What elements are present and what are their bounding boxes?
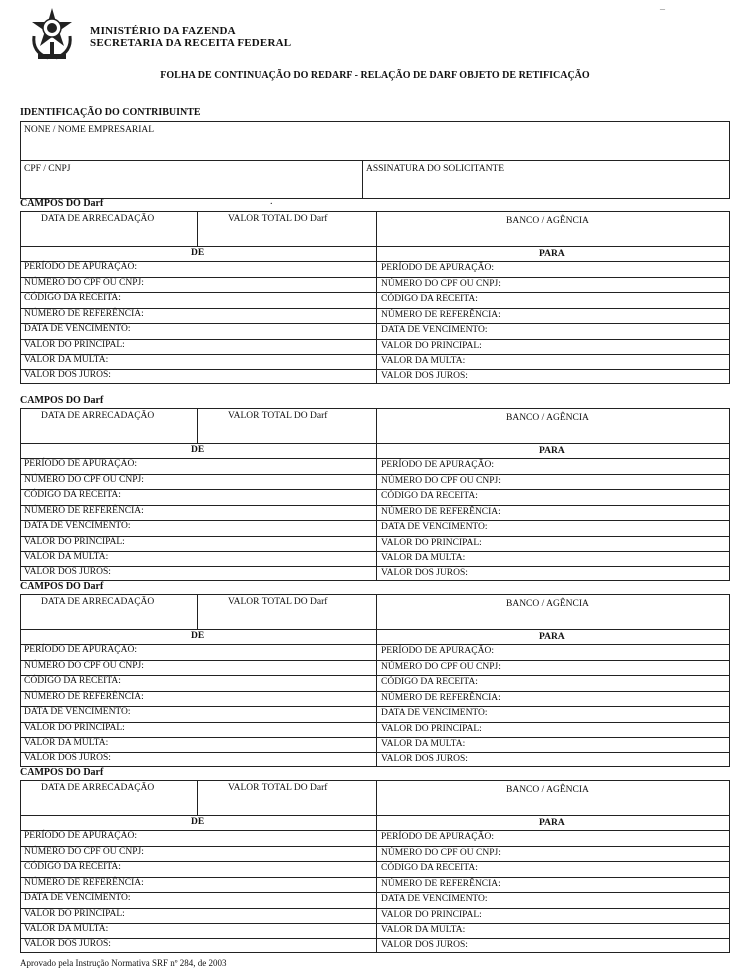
to-field[interactable]: VALOR DOS JUROS: [381, 371, 468, 381]
to-field[interactable]: VALOR DO PRINCIPAL: [381, 724, 482, 734]
bank-agency-field[interactable]: BANCO / AGÊNCIA [506, 413, 589, 423]
to-field[interactable]: DATA DE VENCIMENTO: [381, 522, 488, 532]
bank-agency-field[interactable]: BANCO / AGÊNCIA [506, 785, 589, 795]
to-field[interactable]: CÓDIGO DA RECEITA: [381, 294, 478, 304]
collection-date-field[interactable]: DATA DE ARRECADAÇÃO [41, 783, 155, 793]
from-column-header: DE [191, 248, 205, 258]
to-column-header: PARA [539, 446, 565, 456]
from-field[interactable]: VALOR DA MULTA: [24, 924, 109, 934]
from-field[interactable]: DATA DE VENCIMENTO: [24, 893, 131, 903]
to-field[interactable]: DATA DE VENCIMENTO: [381, 708, 488, 718]
from-field[interactable]: PERÍODO DE APURAÇÃO: [24, 459, 137, 469]
to-field[interactable]: PERÍODO DE APURAÇÃO: [381, 263, 494, 273]
to-column-header: PARA [539, 632, 565, 642]
darf-correction-table [20, 444, 730, 581]
to-field[interactable]: PERÍODO DE APURAÇÃO: [381, 832, 494, 842]
to-field[interactable]: VALOR DO PRINCIPAL: [381, 910, 482, 920]
darf-correction-table [20, 816, 730, 953]
collection-date-field[interactable]: DATA DE ARRECADAÇÃO [41, 411, 155, 421]
from-field[interactable]: VALOR DOS JUROS: [24, 939, 111, 949]
darf-block-heading: CAMPOS DO Darf [20, 198, 104, 209]
from-field[interactable]: VALOR DO PRINCIPAL: [24, 723, 125, 733]
to-field[interactable]: NÚMERO DE REFERÊNCIA: [381, 310, 501, 320]
coat-of-arms-seal [28, 6, 76, 62]
to-field[interactable]: CÓDIGO DA RECEITA: [381, 491, 478, 501]
from-field[interactable]: VALOR DOS JUROS: [24, 753, 111, 763]
to-field[interactable]: VALOR DO PRINCIPAL: [381, 341, 482, 351]
from-field[interactable]: DATA DE VENCIMENTO: [24, 324, 131, 334]
darf-correction-table [20, 247, 730, 384]
from-field[interactable]: CÓDIGO DA RECEITA: [24, 862, 121, 872]
to-column-header: PARA [539, 818, 565, 828]
from-field[interactable]: NÚMERO DO CPF OU CNPJ: [24, 661, 144, 671]
from-field[interactable]: VALOR DOS JUROS: [24, 567, 111, 577]
to-field[interactable]: DATA DE VENCIMENTO: [381, 325, 488, 335]
to-field[interactable]: NÚMERO DO CPF OU CNPJ: [381, 279, 501, 289]
secretariat-name: SECRETARIA DA RECEITA FEDERAL [90, 37, 292, 49]
from-field[interactable]: CÓDIGO DA RECEITA: [24, 293, 121, 303]
from-field[interactable]: VALOR DA MULTA: [24, 738, 109, 748]
from-field[interactable]: NÚMERO DE REFERÊNCIA: [24, 309, 144, 319]
approval-footer: Aprovado pela Instrução Normativa SRF nº 284, de 2003 [20, 958, 227, 968]
to-field[interactable]: VALOR DA MULTA: [381, 739, 466, 749]
darf-correction-table [20, 630, 730, 767]
from-field[interactable]: NÚMERO DE REFERÊNCIA: [24, 692, 144, 702]
collection-date-field[interactable]: DATA DE ARRECADAÇÃO [41, 597, 155, 607]
cpf-cnpj-field[interactable]: CPF / CNPJ [24, 164, 71, 174]
to-field[interactable]: NÚMERO DO CPF OU CNPJ: [381, 848, 501, 858]
to-field[interactable]: VALOR DO PRINCIPAL: [381, 538, 482, 548]
from-field[interactable]: VALOR DO PRINCIPAL: [24, 340, 125, 350]
darf-header-row [20, 211, 730, 247]
from-field[interactable]: NÚMERO DO CPF OU CNPJ: [24, 278, 144, 288]
to-field[interactable]: NÚMERO DO CPF OU CNPJ: [381, 476, 501, 486]
company-name-field[interactable]: NONE / NOME EMPRESARIAL [24, 125, 155, 135]
from-column-header: DE [191, 817, 205, 827]
from-field[interactable]: VALOR DA MULTA: [24, 552, 109, 562]
from-field[interactable]: CÓDIGO DA RECEITA: [24, 676, 121, 686]
bank-agency-field[interactable]: BANCO / AGÊNCIA [506, 216, 589, 226]
to-field[interactable]: NÚMERO DE REFERÊNCIA: [381, 507, 501, 517]
from-field[interactable]: PERÍODO DE APURAÇÃO: [24, 262, 137, 272]
from-field[interactable]: DATA DE VENCIMENTO: [24, 707, 131, 717]
darf-header-row [20, 780, 730, 816]
to-field[interactable]: NÚMERO DE REFERÊNCIA: [381, 879, 501, 889]
to-field[interactable]: PERÍODO DE APURAÇÃO: [381, 460, 494, 470]
identification-heading: IDENTIFICAÇÃO DO CONTRIBUINTE [20, 107, 201, 118]
bank-agency-field[interactable]: BANCO / AGÊNCIA [506, 599, 589, 609]
from-field[interactable]: NÚMERO DO CPF OU CNPJ: [24, 847, 144, 857]
darf-total-value-field[interactable]: VALOR TOTAL DO Darf [228, 783, 328, 793]
to-field[interactable]: VALOR DOS JUROS: [381, 754, 468, 764]
to-field[interactable]: VALOR DOS JUROS: [381, 940, 468, 950]
darf-block-heading: CAMPOS DO Darf [20, 767, 104, 778]
darf-header-row [20, 594, 730, 630]
from-column-header: DE [191, 631, 205, 641]
to-field[interactable]: VALOR DOS JUROS: [381, 568, 468, 578]
from-column-header: DE [191, 445, 205, 455]
darf-header-row [20, 408, 730, 444]
from-field[interactable]: CÓDIGO DA RECEITA: [24, 490, 121, 500]
from-field[interactable]: NÚMERO DE REFERÊNCIA: [24, 878, 144, 888]
collection-date-field[interactable]: DATA DE ARRECADAÇÃO [41, 214, 155, 224]
from-field[interactable]: VALOR DO PRINCIPAL: [24, 537, 125, 547]
to-column-header: PARA [539, 249, 565, 259]
to-field[interactable]: NÚMERO DE REFERÊNCIA: [381, 693, 501, 703]
to-field[interactable]: DATA DE VENCIMENTO: [381, 894, 488, 904]
from-field[interactable]: NÚMERO DE REFERÊNCIA: [24, 506, 144, 516]
to-field[interactable]: NÚMERO DO CPF OU CNPJ: [381, 662, 501, 672]
from-field[interactable]: VALOR DO PRINCIPAL: [24, 909, 125, 919]
from-field[interactable]: VALOR DOS JUROS: [24, 370, 111, 380]
form-title: FOLHA DE CONTINUAÇÃO DO REDARF - RELAÇÃO DE DARF OBJETO DE RETIFICAÇÃO [160, 70, 590, 81]
ministry-name: MINISTÉRIO DA FAZENDA [90, 25, 236, 37]
to-field[interactable]: VALOR DA MULTA: [381, 553, 466, 563]
signature-field[interactable]: ASSINATURA DO SOLICITANTE [366, 164, 505, 174]
from-field[interactable]: NÚMERO DO CPF OU CNPJ: [24, 475, 144, 485]
to-field[interactable]: CÓDIGO DA RECEITA: [381, 677, 478, 687]
darf-total-value-field[interactable]: VALOR TOTAL DO Darf [228, 411, 328, 421]
from-field[interactable]: PERÍODO DE APURAÇÃO: [24, 645, 137, 655]
to-field[interactable]: VALOR DA MULTA: [381, 356, 466, 366]
darf-block-heading: CAMPOS DO Darf [20, 581, 104, 592]
from-field[interactable]: PERÍODO DE APURAÇÃO: [24, 831, 137, 841]
to-field[interactable]: CÓDIGO DA RECEITA: [381, 863, 478, 873]
to-field[interactable]: PERÍODO DE APURAÇÃO: [381, 646, 494, 656]
from-field[interactable]: VALOR DA MULTA: [24, 355, 109, 365]
stray-dot: . [270, 196, 273, 207]
darf-block-heading: CAMPOS DO Darf [20, 395, 104, 406]
from-field[interactable]: DATA DE VENCIMENTO: [24, 521, 131, 531]
darf-total-value-field[interactable]: VALOR TOTAL DO Darf [228, 597, 328, 607]
to-field[interactable]: VALOR DA MULTA: [381, 925, 466, 935]
identification-box [20, 121, 730, 199]
corner-mark: – [660, 4, 665, 15]
darf-total-value-field[interactable]: VALOR TOTAL DO Darf [228, 214, 328, 224]
